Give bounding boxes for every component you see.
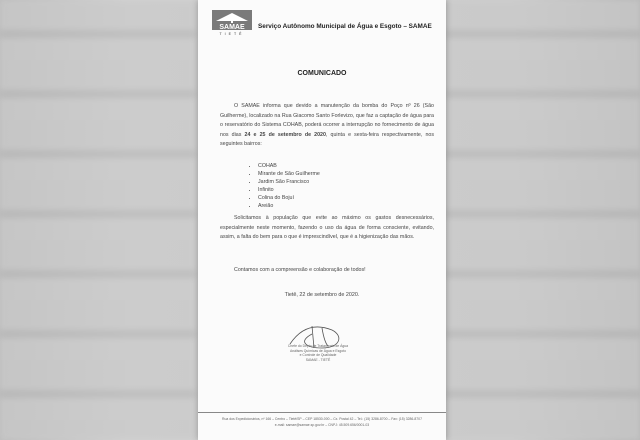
signature-line: e Controle de Qualidade [299,353,337,358]
footer-contact: e-mail: samae@samae.sp.gov.br – CNPJ: 45.509.656/0001-03 [274,423,370,427]
blurred-background-left [0,0,196,440]
list-item: • Mirante de São Guilherme [258,170,320,178]
neighborhood-list [248,162,320,211]
signature-block [258,344,378,362]
notice-text-end: , quinta e sexta-feira respectivamente, nos seguintes bairros: [220,131,434,147]
signature-line: SAMAE - TIETÊ [305,357,331,362]
footer-address: Rua dos Expedicionários, nº 166 – Centro – Tietê/SP – CEP 18530-000 – Cx. Postal 42 – Tel.: (15) 3286-8700 – Fax: (15) 3286-8707 [222,417,422,421]
signature-line: Chefe do Depto de Tratamento de Água [287,344,349,348]
notice-dates: 24 e 25 de setembro de 2020 [244,131,326,138]
svg-text:SAMAE: SAMAE [219,24,245,31]
document-title: COMUNICADO [297,70,347,77]
letter-page [198,0,446,440]
samae-logo [212,10,252,36]
paragraph-notice [220,102,434,150]
date-line: Tietê, 22 de setembro de 2020. [284,292,360,298]
list-item: • Colina do Bojuí [258,194,320,202]
list-item: • Infinito [258,186,320,194]
paragraph-request [220,214,434,243]
request-text: Solicitamos à população que evite ao máximo os gastos desnecessários, especialmente neste momento, fazendo o uso da água de forma consciente, evitando, assim, a falta do bem para o que é imprescindível, que é a higienização das mãos. [220,215,434,240]
blurred-background-right [444,0,640,440]
footer [198,412,446,428]
list-item: • Areião [258,202,320,210]
paragraph-thanks [220,266,434,276]
svg-text:TIETÊ: TIETÊ [219,32,245,36]
organization-name: Serviço Autônomo Municipal de Água e Esgoto – SAMAE [258,23,432,30]
signature-line: Análises Químicas de Água e Esgoto [290,348,346,353]
list-item: • COHAB [258,162,320,170]
notice-text: O SAMAE informa que devido a manutenção da bomba do Poço nº 26 (São Guilherme), localizado na Rua Giacomo Santo Forlevizo, que faz a captação de água para o reservatório do Sistema COHAB, poderá ocorrer a interrupção no fornecimento de água nos dias [220,103,434,138]
thanks-text: Contamos com a compreensão e colaboração de todos! [234,267,366,273]
list-item: • Jardim São Francisco [258,178,320,186]
